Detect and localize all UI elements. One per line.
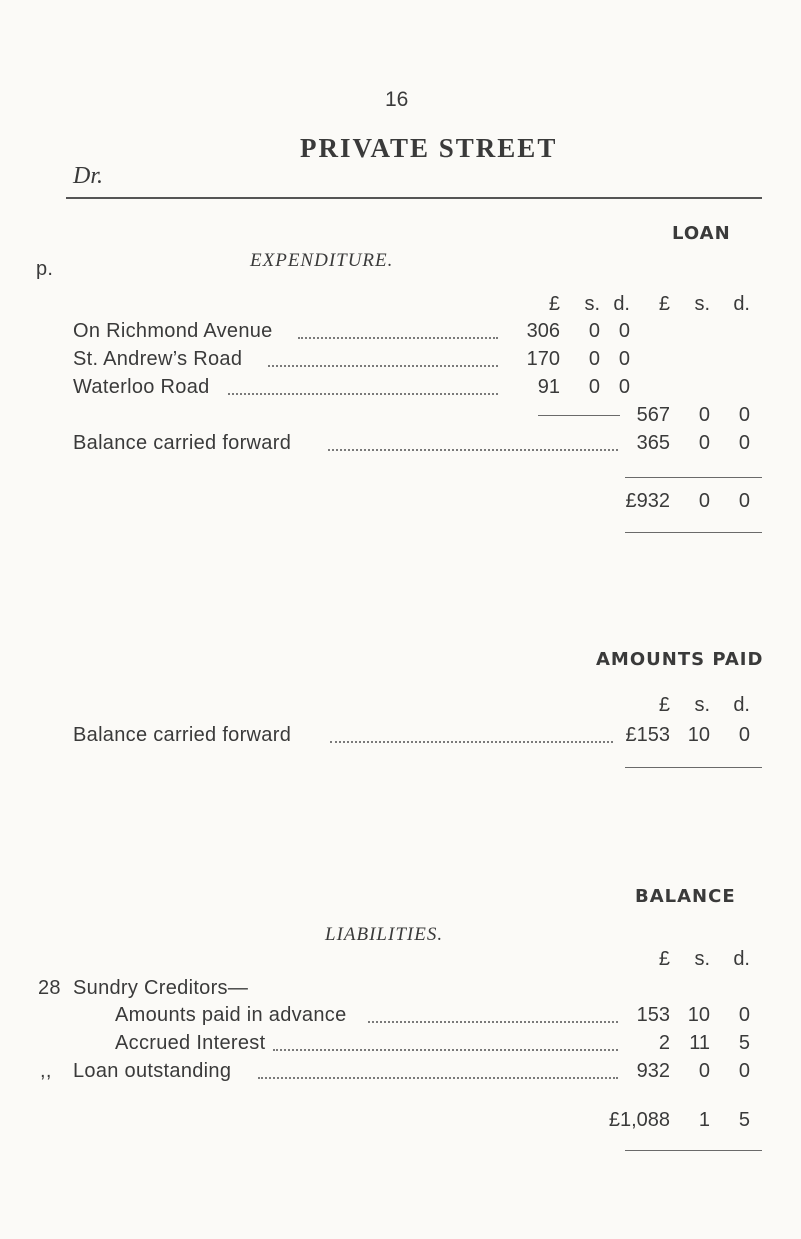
col-header-shillings: s. (584, 293, 600, 315)
margin-ref-28: 28 (38, 977, 61, 999)
total-rule-bottom (625, 532, 762, 533)
liabilities-heading: LIABILITIES. (325, 924, 444, 945)
loan-balance-shillings: 0 (698, 432, 710, 454)
loan-item-shillings: 0 (588, 376, 600, 398)
balance-total-shillings: 1 (698, 1109, 710, 1131)
liability-item-pounds: 2 (658, 1032, 670, 1054)
page-number: 16 (385, 88, 409, 111)
liability-item-pounds: 932 (636, 1060, 670, 1082)
margin-ditto-mark: ,, (40, 1060, 52, 1082)
loan-item-pence: 0 (618, 376, 630, 398)
amounts-paid-heading: AMOUNTS PAID (596, 649, 764, 670)
col-header-pence: d. (733, 948, 750, 970)
sundry-creditors-label: Sundry Creditors— (73, 977, 249, 999)
loan-item-label: St. Andrew’s Road (73, 348, 243, 370)
balance-total-rule (625, 1150, 762, 1151)
liability-item-pounds: 153 (636, 1004, 670, 1026)
col-header-pence-2: d. (733, 293, 750, 315)
expenditure-heading: EXPENDITURE. (250, 250, 394, 271)
col-header-pounds: £ (658, 948, 670, 970)
col-header-shillings: s. (694, 948, 710, 970)
loan-item-pence: 0 (618, 320, 630, 342)
loan-item-shillings: 0 (588, 320, 600, 342)
leader-dots (330, 741, 613, 743)
leader-dots (298, 337, 498, 339)
liability-item-shillings: 10 (687, 1004, 710, 1026)
amounts-paid-balance-pounds: £153 (625, 724, 670, 746)
liability-item-pence: 0 (738, 1060, 750, 1082)
liability-item-shillings: 11 (689, 1032, 710, 1054)
col-header-shillings-2: s. (694, 293, 710, 315)
liability-item-label: Accrued Interest (115, 1032, 266, 1054)
leader-dots (228, 393, 498, 395)
loan-item-shillings: 0 (588, 348, 600, 370)
amounts-paid-balance-pence: 0 (738, 724, 750, 746)
amounts-paid-balance-shillings: 10 (687, 724, 710, 746)
loan-balance-pence: 0 (738, 432, 750, 454)
loan-heading: LOAN (672, 223, 731, 244)
amounts-paid-balance-label: Balance carried forward (73, 724, 292, 746)
total-rule-top (625, 477, 762, 478)
col-header-pounds-2: £ (658, 293, 670, 315)
liability-item-shillings: 0 (698, 1060, 710, 1082)
leader-dots (258, 1077, 618, 1079)
liability-item-pence: 0 (738, 1004, 750, 1026)
margin-mark-p: p. (36, 258, 54, 280)
balance-total-pounds: £1,088 (608, 1109, 670, 1131)
loan-item-pounds: 306 (526, 320, 560, 342)
loan-subtotal-pence: 0 (738, 404, 750, 426)
loan-total-shillings: 0 (698, 490, 710, 512)
liability-item-label: Loan outstanding (73, 1060, 232, 1082)
leader-dots (273, 1049, 618, 1051)
col-header-pence: d. (733, 694, 750, 716)
debit-side-label: Dr. (73, 163, 104, 189)
leader-dots (328, 449, 618, 451)
balance-total-pence: 5 (738, 1109, 750, 1131)
liability-item-label: Amounts paid in advance (115, 1004, 347, 1026)
col-header-pounds: £ (658, 694, 670, 716)
loan-item-pounds: 170 (526, 348, 560, 370)
loan-total-pence: 0 (738, 490, 750, 512)
header-rule (66, 197, 762, 199)
page-title: PRIVATE STREET (300, 133, 558, 163)
liability-item-pence: 5 (738, 1032, 750, 1054)
loan-balance-pounds: 365 (636, 432, 670, 454)
loan-item-pounds: 91 (537, 376, 560, 398)
leader-dots (268, 365, 498, 367)
loan-subtotal-pounds: 567 (636, 404, 670, 426)
loan-item-label: Waterloo Road (73, 376, 210, 398)
loan-balance-label: Balance carried forward (73, 432, 292, 454)
col-header-pence: d. (613, 293, 630, 315)
leader-dots (368, 1021, 618, 1023)
loan-total-pounds: £932 (625, 490, 670, 512)
col-header-pounds: £ (548, 293, 560, 315)
loan-subtotal-shillings: 0 (698, 404, 710, 426)
loan-item-label: On Richmond Avenue (73, 320, 273, 342)
amounts-paid-rule (625, 767, 762, 768)
subtotal-rule (538, 415, 620, 416)
col-header-shillings: s. (694, 694, 710, 716)
balance-heading: BALANCE (635, 886, 736, 907)
loan-item-pence: 0 (618, 348, 630, 370)
